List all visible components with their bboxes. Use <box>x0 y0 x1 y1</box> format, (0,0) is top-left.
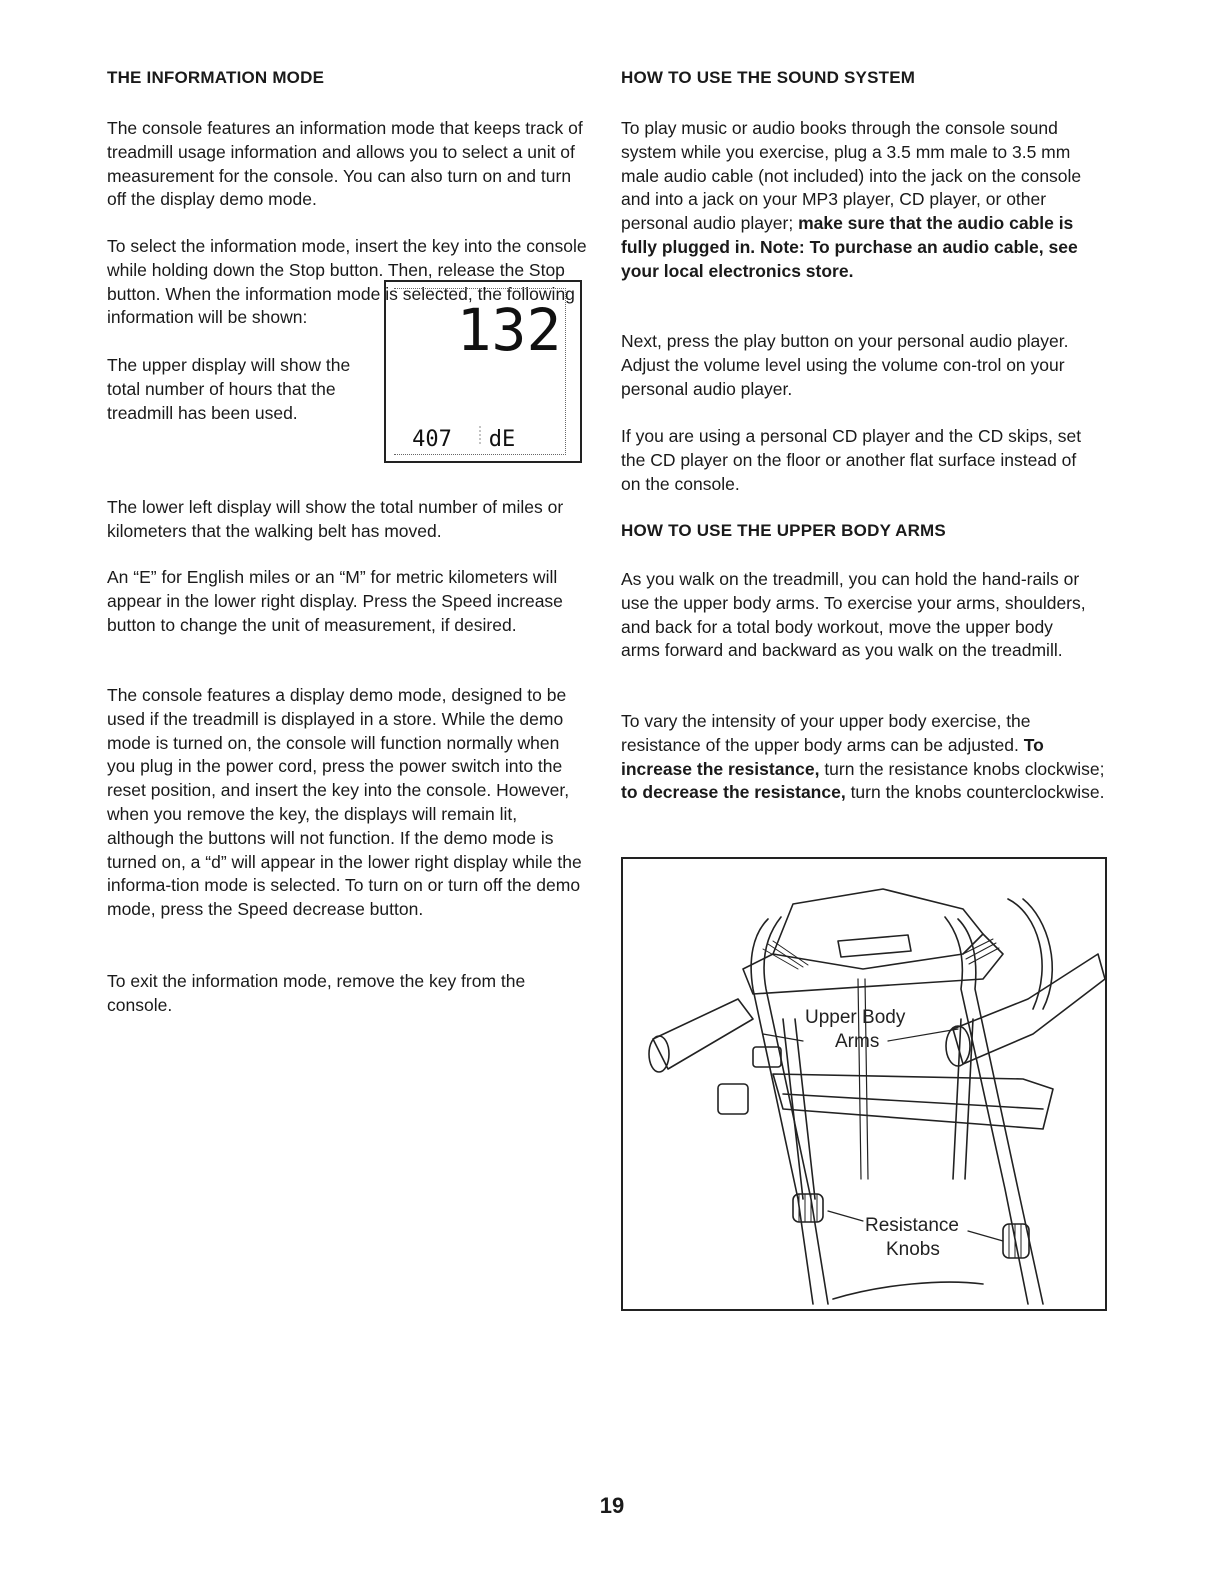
arms-paragraph-2-b: To increase the resistance, <box>621 734 1044 779</box>
arms-paragraph-2-a: To vary the intensity of your upper body exercise, the resistance of the upper body arms can be adjusted. <box>621 711 1031 755</box>
sound-system-heading: HOW TO USE THE SOUND SYSTEM <box>621 68 916 87</box>
arms-label: Arms <box>835 1031 880 1052</box>
info-paragraph-3: The upper display will show the total number of hours that the treadmill has been used. <box>107 355 351 423</box>
arms-paragraph-2 <box>621 710 1107 805</box>
info-paragraph-2: To select the information mode, insert the key into the console while holding down the Stop button. Then, release the Stop button. When the information mode is selected, the following information will be shown: <box>107 236 587 328</box>
page-number: 19 <box>599 1493 625 1518</box>
display-lower-right-value: dE <box>488 427 516 452</box>
upper-body-arms-heading: HOW TO USE THE UPPER BODY ARMS <box>621 521 946 540</box>
info-paragraph-4: The lower left display will show the total number of miles or kilometers that the walking belt has moved. <box>107 497 564 541</box>
sound-paragraph-1-bold: make sure that the audio cable is fully plugged in. Note: To purchase an audio cable, see your local electronics store. <box>621 213 1078 281</box>
display-lower-left-value: 407 <box>412 427 452 452</box>
info-paragraph-6: The console features a display demo mode, designed to be used if the treadmill is displayed in a store. While the demo mode is turned on, the console will function normally when you plug in the power cord, press the power switch into the reset position, and insert the key into the console. However, when you remove the key, the displays will remain lit, although the buttons will not function. If the demo mode is turned on, a “d” will appear in the lower right display while the informa-tion mode is selected. To turn on or turn off the demo mode, press the Speed decrease button. <box>107 685 582 920</box>
sound-paragraph-1 <box>621 117 1107 284</box>
arms-paragraph-2-e: turn the knobs counterclockwise. <box>845 782 1105 803</box>
upper-body-label: Upper Body <box>805 1007 906 1028</box>
treadmill-line-drawing <box>623 859 1105 1309</box>
sound-paragraph-2: Next, press the play button on your personal audio player. Adjust the volume level using the volume con-trol on your personal audio player. <box>621 331 1069 399</box>
knobs-label: Knobs <box>886 1239 940 1260</box>
arms-paragraph-2-d: to decrease the resistance, <box>621 782 846 803</box>
resistance-label: Resistance <box>865 1215 959 1236</box>
info-paragraph-5: An “E” for English miles or an “M” for metric kilometers will appear in the lower right display. Press the Speed increase button to change the unit of measurement, if desired. <box>107 567 563 635</box>
treadmill-upper-body-arms-figure <box>621 857 1107 1311</box>
sound-paragraph-1-text: To play music or audio books through the console sound system while you exercise, plug a 3.5 mm male to 3.5 mm male audio cable (not included) into the jack on the console and into a jack on your MP3 player, CD player, or other personal audio player; <box>621 118 1082 234</box>
info-paragraph-1: The console features an information mode that keeps track of treadmill usage information and allows you to select a unit of measurement for the console. You can also turn on and turn off the display demo mode. <box>107 118 583 210</box>
arms-paragraph-1: As you walk on the treadmill, you can hold the hand-rails or use the upper body arms. To exercise your arms, shoulders, and back for a total body workout, move the upper body arms forward and backward as you walk on the treadmill. <box>621 569 1086 661</box>
arms-paragraph-2-c: turn the resistance knobs clockwise; <box>819 758 1105 779</box>
display-upper-value: 132 <box>456 296 562 364</box>
info-paragraph-7: To exit the information mode, remove the key from the console. <box>107 971 526 1015</box>
sound-paragraph-3: If you are using a personal CD player and the CD skips, set the CD player on the floor or another flat surface instead of on the console. <box>621 426 1082 494</box>
display-digits-svg <box>384 280 582 463</box>
console-display-illustration <box>384 280 582 463</box>
information-mode-heading: THE INFORMATION MODE <box>107 68 325 87</box>
